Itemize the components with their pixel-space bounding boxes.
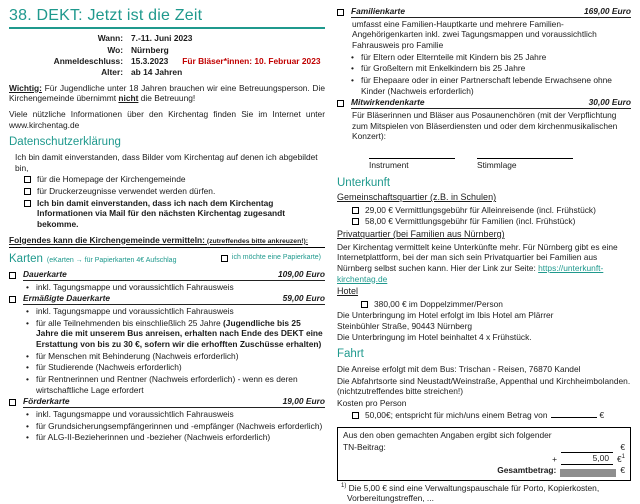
fahrt-option (337, 410, 631, 421)
vermitteln-line (9, 235, 325, 249)
bus-refund-note: (Jugendliche bis 25 Jahre die mit unserem Bus anreisen, erhalten nach Ende des DEKT eine Erstattung von bis zu 30 €, sofern wir die erhofften Zuschüsse erhalten) (36, 317, 323, 349)
card-bullet: • für Menschen mit Behinderung (Nachweis erforderlich) (9, 351, 325, 362)
wichtig-label: Wichtig: (9, 82, 42, 93)
papierkarte-group (221, 254, 321, 263)
unterkunft-heading: Unterkunft (337, 176, 391, 189)
tn-beitrag-label: Aus den oben gemachten Angaben ergibt sich folgender TN-Beitrag: (343, 430, 552, 452)
info-paragraph: Viele nützliche Informationen über den Kirchentag finden Sie im Internet unter www.kirchentag.de (9, 109, 325, 130)
card-bullet: • für Ehepaare oder in einer Partnerschaft lebende Erwachsene ohne Kinder (Nachweis erforderlich) (337, 75, 631, 96)
card-bullet: • für Grundsicherungsempfängerinnen und -empfänger (Nachweis erforderlich) (9, 421, 325, 432)
event-facts (9, 33, 325, 78)
mitwirkendenkarte-description: Für Bläserinnen und Bläser aus Posaunenchören (mit der Verpflichtung zum Mitspielen von Bläserdiensten und oder dem kirchenmusikalischen Konzert): (352, 110, 618, 142)
consent-print-checkbox[interactable] (24, 188, 31, 195)
tn-beitrag-input-line[interactable] (561, 445, 613, 453)
card-bullet: • für Großeltern mit Enkelkindern bis 25 Jahre (337, 63, 631, 74)
stimmlage-label: Stimmlage (477, 160, 517, 171)
gesamtbetrag-row (343, 465, 625, 476)
page-title: 38. DEKT: Jetzt ist die Zeit (9, 6, 325, 29)
gemeinschaft-29-checkbox[interactable] (352, 207, 359, 214)
card-name: Familienkarte (351, 6, 405, 16)
instrument-input-line[interactable] (369, 150, 455, 159)
gemeinschaft-option-29 (337, 205, 631, 216)
gemeinschaft-58-label: 58,00 € Vermittlungsgebühr für Familien (incl. Frühstück) (365, 216, 576, 227)
summary-box (337, 427, 631, 480)
consent-homepage-item (9, 174, 325, 185)
card-bullet: • für Studierende (Nachweis erforderlich) (9, 362, 325, 373)
wichtig-text-pre: Für Jugendliche unter 18 Jahren brauchen wir eine Betreuungsperson. Die Kirchengemeinde übernimmt (9, 82, 325, 104)
betrag-input-line[interactable] (551, 410, 597, 418)
stimmlage-input-line[interactable] (477, 150, 573, 159)
wichtig-emphasis: nicht (118, 93, 139, 104)
card-bullet: • inkl. Tagungsmappe und voraussichtlich Fahrausweis (9, 409, 325, 420)
papierkarte-label: ich möchte eine Papierkarte) (231, 254, 321, 262)
hotel-option-label: 380,00 € im Doppelzimmer/Person (374, 298, 503, 309)
field-label: Anmeldeschluss: (53, 56, 123, 66)
gesamtbetrag-input-line[interactable] (560, 469, 616, 477)
consent-print-item (9, 186, 325, 197)
gemeinschaft-option-58 (337, 216, 631, 227)
field-value: 15.3.2023 (131, 56, 169, 66)
field-value: 7.-11. Juni 2023 (131, 33, 193, 44)
mitwirkendenkarte-checkbox[interactable] (337, 100, 344, 107)
hotel-checkbox[interactable] (361, 301, 368, 308)
tn-beitrag-row (343, 430, 625, 453)
hotel-title: Hotel (337, 286, 359, 297)
footnote-text: Die 5,00 € sind eine Verwaltungspauschale für Porto, Kopierkosten, Vorbereitungstreffen, ... (346, 482, 600, 504)
card-mitwirkendenkarte (337, 97, 631, 170)
ermaessigte-checkbox[interactable] (9, 296, 16, 303)
card-name: Mitwirkendenkarte (351, 97, 425, 108)
field-label: Wann: (97, 33, 123, 44)
familienkarte-checkbox[interactable] (337, 9, 344, 16)
card-bullet: • für alle Teilnehmenden bis einschließlich 25 Jahre (Jugendliche bis 25 Jahre die mit unserem Bus anreisen, erhalten nach Ende des DEKT eine Erstattung von bis zu 30 €, sofern wir die erhofften Zuschüsse erhalten) (9, 318, 325, 350)
papierkarte-checkbox[interactable] (221, 255, 228, 262)
consent-mail-checkbox[interactable] (24, 200, 31, 207)
card-name: Förderkarte (23, 396, 70, 407)
gemeinschaft-58-checkbox[interactable] (352, 218, 359, 225)
fee-amount: 5,00 (561, 453, 613, 465)
instrument-stimmlage-fields (369, 150, 631, 171)
card-price: 169,00 Euro (583, 6, 631, 16)
field-value: ab 14 Jahren (131, 67, 183, 78)
right-column (337, 5, 631, 504)
karten-heading-row (9, 252, 325, 267)
foerderkarte-checkbox[interactable] (9, 399, 16, 406)
consent-mail-label: Ich bin damit einverstanden, dass ich nach dem Kirchentag Informationen via Mail für den nächsten Kirchentag zugesandt bekomme. (37, 197, 286, 229)
consent-print-label: für Druckerzeugnisse verwendet werden dürfen. (37, 185, 216, 196)
fahrt-line: Die Anreise erfolgt mit dem Bus: Trischan - Reisen, 76870 Kandel (337, 363, 581, 374)
privatquartier-text: Der Kirchentag vermittelt keine Unterkünfte mehr. Für Nürnberg gibt es eine Internetplattform, bei der man sich sein Privatquartier bei Familien aus Nürnberg selbst suchen kann. Hier der Link zur Seite: https://unterkunft-kirchentag.de (337, 241, 618, 284)
card-dauerkarte (9, 269, 325, 292)
card-familienkarte (337, 6, 631, 96)
card-price: 109,00 Euro (277, 268, 325, 279)
karten-heading: Karten (9, 253, 43, 266)
card-price: 30,00 Euro (588, 97, 631, 108)
fahrt-line: Die Abfahrtsorte sind Neustadt/Weinstraße, Appenthal und Kirchheimbolanden. (nichtzutreffendes bitte streichen!) (337, 375, 631, 397)
familienkarte-description: umfasst eine Familien-Hauptkarte und mehrere Familien-Angehörigenkarten inkl. zwei Tagungsmappen und voraussichtlich Fahrausweis pro Familie (352, 18, 597, 51)
privatquartier-title: Privatquartier (bei Familien aus Nürnberg) (337, 229, 505, 240)
plus-sign: + (552, 453, 557, 464)
left-column (9, 5, 325, 449)
card-bullet: • inkl. Tagungsmappe und voraussichtlich Fahrausweis (9, 306, 325, 317)
footnote (337, 483, 631, 504)
card-bullet: • für Eltern oder Elternteile mit Kindern bis 25 Jahre (337, 52, 631, 63)
fahrt-option-label: 50,00€; entspricht für mich/uns einem Betrag von (365, 409, 548, 420)
hotel-line: Steinbühler Straße, 90443 Nürnberg (337, 320, 473, 331)
wichtig-text-post: die Betreuung! (138, 93, 196, 104)
field-wo (9, 45, 325, 56)
card-ermaessigte-dauerkarte (9, 293, 325, 395)
consent-mail-item (9, 198, 325, 230)
vermitteln-main: Folgendes kann die Kirchengemeinde vermitteln: (9, 234, 205, 245)
datenschutz-intro: Ich bin damit einverstanden, dass Bilder vom Kirchentag auf denen ich abgebildet bin, (15, 151, 318, 173)
hotel-line: Die Unterbringung im Hotel beinhaltet 4 x Frühstück. (337, 331, 532, 342)
fahrt-checkbox[interactable] (352, 412, 359, 419)
gemeinschaft-29-label: 29,00 € Vermittlungsgebühr für Alleinreisende (incl. Frühstück) (365, 204, 596, 215)
unterkunft-link[interactable]: https://unterkunft-kirchentag.de (337, 262, 604, 284)
hotel-option (337, 299, 631, 310)
field-wann (9, 33, 325, 44)
blaeser-deadline-note: Für Bläser*innen: 10. Februar 2023 (182, 56, 321, 66)
currency-symbol: € (620, 465, 625, 476)
field-value: Nürnberg (131, 44, 169, 55)
field-anmeldeschluss (9, 56, 325, 67)
card-price: 59,00 Euro (282, 293, 325, 304)
card-bullet: • inkl. Tagungsmappe und voraussichtlich Fahrausweis (9, 282, 325, 293)
gemeinschaftsquartier-title: Gemeinschaftsquartier (z.B. in Schulen) (337, 192, 497, 203)
gesamtbetrag-label: Gesamtbetrag: (497, 465, 557, 476)
footnote-ref: 1 (621, 454, 625, 461)
instrument-label: Instrument (369, 160, 409, 171)
card-name: Dauerkarte (23, 268, 67, 279)
dauerkarte-checkbox[interactable] (9, 272, 16, 279)
vermitteln-sub: (zutreffendes bitte ankreuzen!): (204, 237, 309, 245)
card-foerderkarte (9, 396, 325, 443)
wichtig-paragraph (9, 83, 325, 104)
field-label: Alter: (101, 67, 123, 78)
field-label: Wo: (107, 44, 123, 55)
footnote-marker: 1) (341, 482, 347, 489)
fahrt-currency: € (599, 409, 605, 420)
currency-symbol: € (616, 453, 622, 464)
hotel-line: Die Unterbringung im Hotel erfolgt im Ibis Hotel am Plärrer (337, 310, 554, 321)
card-bullet: • für ALG-II-Bezieherinnen und -bezieher (Nachweis erforderlich) (9, 432, 325, 443)
card-name: Ermäßigte Dauerkarte (23, 293, 111, 304)
currency-symbol: € (620, 441, 625, 452)
card-bullet: • für Rentnerinnen und Rentner (Nachweis erforderlich) - wenn es deren wirtschaftliche Lage erfordert (9, 374, 325, 395)
fee-row (343, 453, 625, 465)
consent-homepage-label: für die Homepage der Kirchengemeinde (37, 174, 186, 185)
datenschutz-heading: Datenschutzerklärung (9, 136, 121, 149)
card-price: 19,00 Euro (282, 396, 325, 407)
fahrt-line: Kosten pro Person (337, 397, 407, 408)
karten-note: (eKarten → für Papierkarten 4€ Aufschlag (46, 257, 177, 265)
field-alter (9, 67, 325, 78)
fahrt-heading: Fahrt (337, 348, 364, 361)
consent-homepage-checkbox[interactable] (24, 176, 31, 183)
